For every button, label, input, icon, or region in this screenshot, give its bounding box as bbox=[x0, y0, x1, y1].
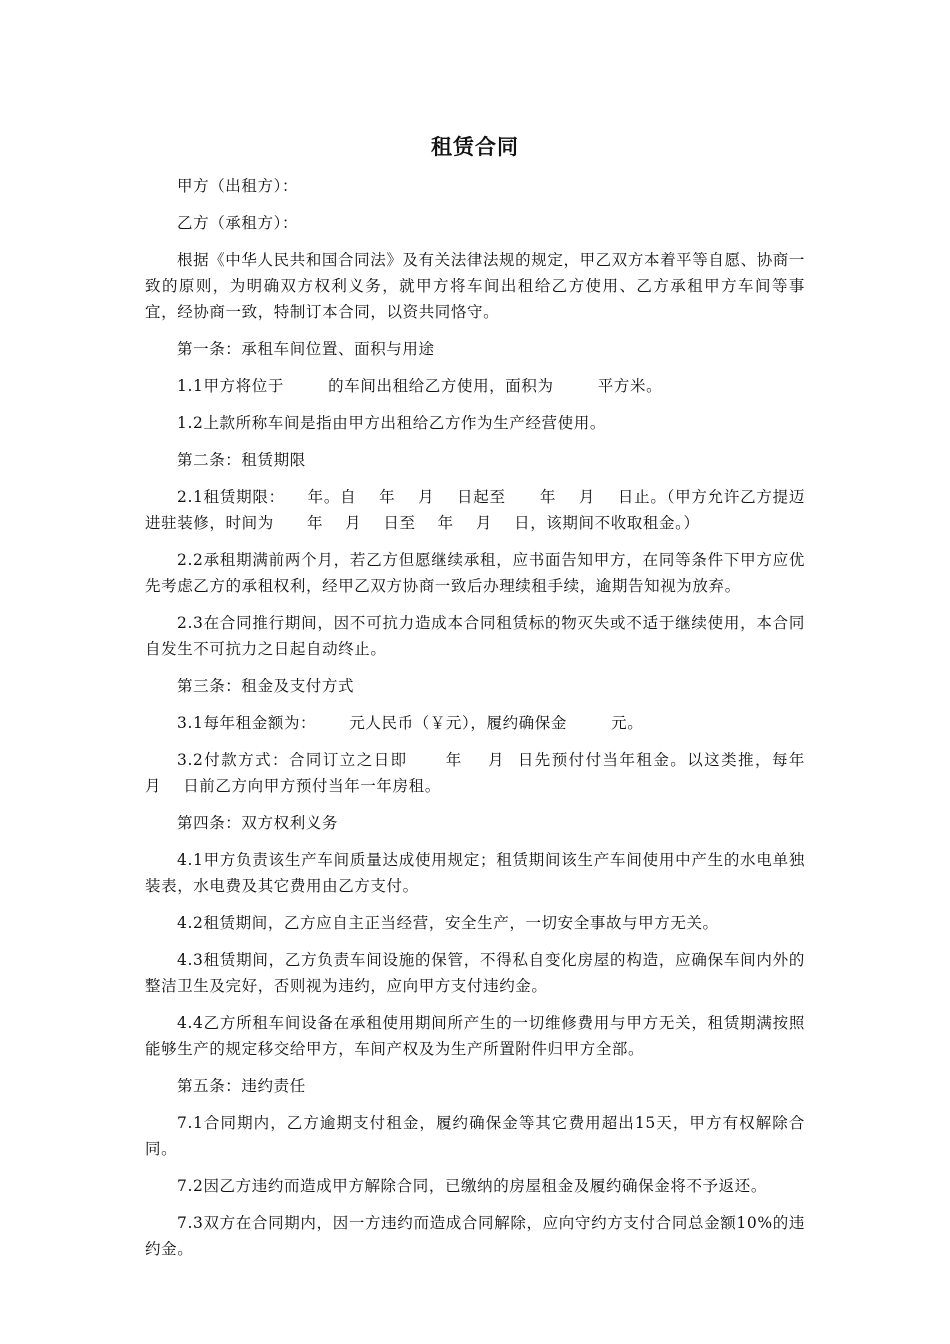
article-1-heading: 第一条：承租车间位置、面积与用途 bbox=[177, 340, 435, 358]
clause-7-3: 7.3双方在合同期内，因一方违约而造成合同解除，应向守约方支付合同总金额10%的违约金。 bbox=[145, 1214, 805, 1258]
document-title: 租赁合同 bbox=[431, 135, 519, 159]
clause-1-1: 1.1甲方将位于 的车间出租给乙方使用，面积为 平方米。 bbox=[177, 377, 663, 395]
clause-7-2: 7.2因乙方违约而造成甲方解除合同，已缴纳的房屋租金及履约确保金将不予返还。 bbox=[177, 1177, 767, 1195]
clause-4-2: 4.2租赁期间，乙方应自主正当经营，安全生产，一切安全事故与甲方无关。 bbox=[177, 914, 719, 932]
preamble-paragraph: 根据《中华人民共和国合同法》及有关法律法规的规定，甲乙双方本着平等自愿、协商一致的原则，为明确双方权利义务，就甲方将车间出租给乙方使用、乙方承租甲方车间等事宜，经协商一致，特制订本合同，以资共同恪守。 bbox=[145, 251, 805, 321]
clause-7-1: 7.1合同期内，乙方逾期支付租金，履约确保金等其它费用超出15天，甲方有权解除合同。 bbox=[145, 1114, 805, 1158]
clause-2-3: 2.3在合同推行期间，因不可抗力造成本合同租赁标的物灭失或不适于继续使用，本合同自发生不可抗力之日起自动终止。 bbox=[145, 614, 805, 658]
clause-3-2: 3.2付款方式：合同订立之日即 年 月 日先预付付当年租金。以这类推，每年 月 日前乙方向甲方预付当年一年房租。 bbox=[145, 751, 828, 795]
party-a-line: 甲方（出租方）： bbox=[177, 177, 299, 195]
clause-4-3: 4.3租赁期间，乙方负责车间设施的保管，不得私自变化房屋的构造，应确保车间内外的整洁卫生及完好，否则视为违约，应向甲方支付违约金。 bbox=[145, 951, 805, 995]
party-b-line: 乙方（承租方）： bbox=[177, 214, 299, 232]
article-4-heading: 第四条：双方权利义务 bbox=[177, 814, 339, 832]
document-body bbox=[145, 173, 828, 1273]
article-5-heading: 第五条：违约责任 bbox=[177, 1077, 306, 1095]
clause-2-1: 2.1租赁期限： 年。自 年 月 日起至 年 月 日止。（甲方允许乙方提迈进驻装修，时间为 年 月 日至 年 月 日，该期间不收取租金。） bbox=[145, 488, 805, 532]
article-2-heading: 第二条：租赁期限 bbox=[177, 451, 306, 469]
clause-4-1: 4.1甲方负责该生产车间质量达成使用规定；租赁期间该生产车间使用中产生的水电单独装表，水电费及其它费用由乙方支付。 bbox=[145, 851, 805, 895]
clause-1-2: 1.2上款所称车间是指由甲方出租给乙方作为生产经营使用。 bbox=[177, 414, 606, 432]
clause-4-4: 4.4乙方所租车间设备在承租使用期间所产生的一切维修费用与甲方无关，租赁期满按照能够生产的规定移交给甲方，车间产权及为生产所置附件归甲方全部。 bbox=[145, 1014, 805, 1058]
clause-3-1: 3.1每年租金额为： 元人民币（￥元），履约确保金 元。 bbox=[177, 714, 644, 732]
article-3-heading: 第三条：租金及支付方式 bbox=[177, 677, 355, 695]
clause-2-2: 2.2承租期满前两个月，若乙方但愿继续承租，应书面告知甲方，在同等条件下甲方应优先考虑乙方的承租权利，经甲乙双方协商一致后办理续租手续，逾期告知视为放弃。 bbox=[145, 551, 805, 595]
